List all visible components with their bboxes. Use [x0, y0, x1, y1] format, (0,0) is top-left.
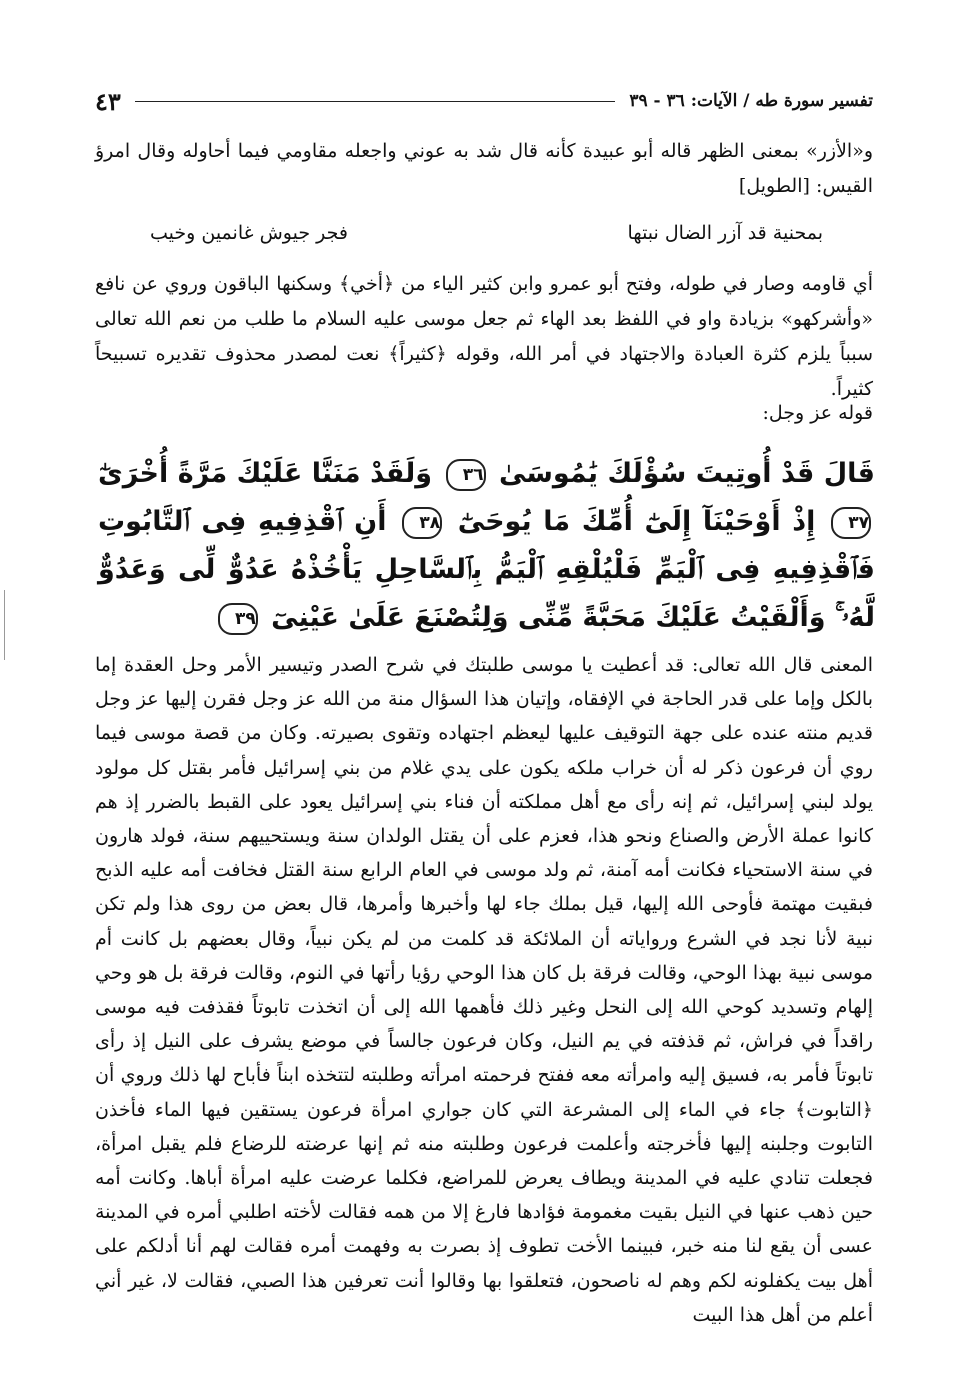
- ayah-number-39: ٣٩: [218, 603, 258, 635]
- paragraph-readings: [95, 267, 873, 407]
- commentary-paragraph: [95, 648, 873, 1332]
- scan-margin-mark: [4, 590, 5, 660]
- meter-label: [الطويل]: [738, 175, 810, 197]
- page-header: [95, 86, 873, 116]
- ayah-37: وَلَقَدْ مَنَنَّا عَلَيْكَ مَرَّةً أُخْرَىٰٓ: [98, 458, 433, 489]
- verse-intro-text: قوله عز وجل:: [762, 402, 873, 424]
- paragraph-readings-text: أي قاومه وصار في طوله، وفتح أبو عمرو وابن كثير الياء من ﴿أخي﴾ وسكنها الباقون وروي عن نافع «وأشركهو» بزيادة واو في اللفظ بعد الهاء ثم جعل موسى عليه السلام ما طلب من نعم الله تعالى سبباً يلزم كثرة العبادة والاجتهاد في أمر الله، وقوله ﴿كثيراً﴾ نعت لمصدر محذوف تقديره تسبيحاً كثيراً.: [95, 273, 873, 400]
- ayah-38: إِذْ أَوْحَيْنَآ إِلَىٰٓ أُمِّكَ مَا يُوحَىٰٓ: [457, 506, 816, 537]
- running-title: تفسير سورة طه / الآيات: ٣٦ - ٣٩: [629, 91, 873, 111]
- verse-hemistich-first: بمحنية قد آزر الضال نبتها: [627, 222, 823, 244]
- paragraph-azr: [95, 134, 873, 204]
- ayah-number-37: ٣٧: [831, 507, 871, 539]
- verse-intro: [95, 398, 873, 428]
- poetry-verse: [150, 222, 823, 262]
- ayah-36: قَالَ قَدْ أُوتِيتَ سُؤْلَكَ يَٰمُوسَىٰ: [499, 458, 875, 489]
- ayah-number-36: ٣٦: [446, 459, 486, 491]
- quran-verses: [98, 450, 875, 642]
- ayah-39: أَنِ ٱقْذِفِيهِ فِى ٱلتَّابُوتِ فَٱقْذِفِيهِ فِى ٱلْيَمِّ فَلْيُلْقِهِ ٱلْيَمُّ بِٱلسَّاحِلِ يَأْخُذْهُ عَدُوٌّ لِّى وَعَدُوٌّ لَّهُۥ ۚ وَأَلْقَيْتُ عَلَيْكَ مَحَبَّةً مِّنِّى وَلِتُصْنَعَ عَلَىٰ عَيْنِىٓ: [98, 506, 875, 633]
- page-number: ٤٣: [95, 86, 121, 116]
- header-rule: [135, 101, 616, 102]
- ayah-number-38: ٣٨: [402, 507, 442, 539]
- paragraph-azr-text: و«الأزر» بمعنى الظهر قاله أبو عبيدة كأنه قال شد به عوني واجعله مقاومي فيما أحاوله وقال امرؤ القيس:: [95, 140, 873, 197]
- commentary-text: المعنى قال الله تعالى: قد أعطيت يا موسى طلبتك في شرح الصدر وتيسير الأمر وحل العقدة إما بالكل وإما على قدر الحاجة في الإفقاه، وإتيان هذا السؤال منة من الله عز وجل فقرن إليها عز وجل قديم منته عنده على جهة التوقيف عليها ليعظم اجتهاده وتقوى بصيرته. وكان من قصة موسى فيما روي أن فرعون ذكر له أن خراب ملكه يكون على يدي غلام من بني إسرائيل فأمر بقتل كل مولود يولد لبني إسرائيل، ثم إنه رأى مع أهل مملكته أن فناء بني إسرائيل يعود على القبط بالضرر إذ هم كانوا عملة الأرض والصناع ونحو هذا، فعزم على أن يقتل الولدان سنة ويستحييهم سنة، فولد هارون في سنة الاستحياء فكانت أمه آمنة، ثم ولد موسى في العام الرابع سنة القتل فخافت أمه عليه الذبح فبقيت مهتمة فأوحى الله إليها، قيل بملك جاء لها وأخبرها وأمرها، قال بعض من روى هذا ولم تكن نبية لأنا نجد في الشرع ورواياته أن الملائكة قد كلمت من لم يكن نبياً، وقال بعضهم بل كانت أم موسى نبية بهذا الوحي، وقالت فرقة بل كان هذا الوحي رؤيا رأتها في النوم، وقالت فرقة بل هو وحي إلهام وتسديد كوحي الله إلى النحل وغير ذلك فأهمها الله إلى أن اتخذت تابوتاً فقذفت فيه موسى راقداً في فراش، ثم قذفته في يم النيل، وكان فرعون جالساً في موضع يشرف على النيل إذ رأى تابوتاً فأمر به، فسيق إليه وامرأته معه ففتح فرحمته امرأته وطلبته لتتخذه ابناً فأباح لها ذلك وروي أن ﴿التابوت﴾ جاء في الماء إلى المشرعة التي كان جواري امرأة فرعون يستقين فيها الماء فأخذن التابوت وجلبنه إليها فأخرجته وأعلمت فرعون وطلبته منه ثم إنها عرضته للرضاع فلم يقبل امرأة، فجعلت تنادي عليه في المدينة ويطاف يعرض للمراضع، فكلما عرضت عليه امرأة أباها. وكانت أمه حين ذهب عنها في النيل بقيت مغمومة فؤادها فارغ إلا من همه فقالت لأخته اطلبي أمره في المدينة عسى أن يقع لنا منه خبر، فبينما الأخت تطوف إذ بصرت به وفهمت أمره فقالت لهم أنا أدلكم على أهل بيت يكفلونه لكم وهم له ناصحون، فتعلقوا بها وقالوا أنت تعرفين هذا الصبي، فقالت لا، غير أني أعلم من أهل هذا البيت: [95, 654, 873, 1326]
- verse-hemistich-second: فجر جيوش غانمين وخيب: [150, 222, 348, 244]
